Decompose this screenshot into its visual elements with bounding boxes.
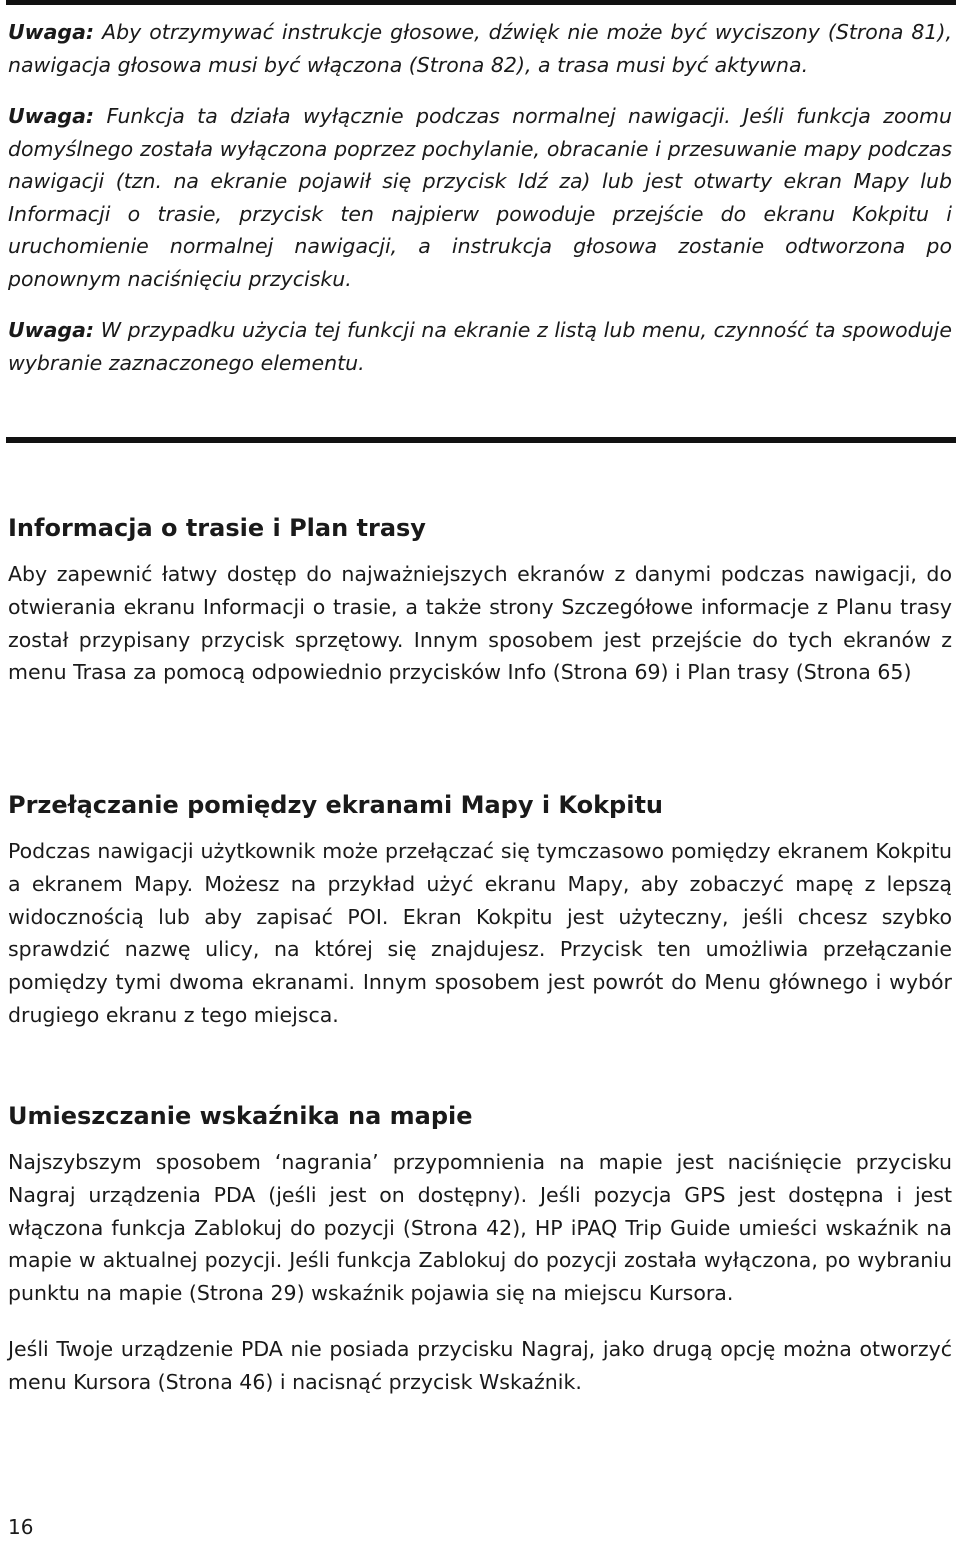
section-heading: Przełączanie pomiędzy ekranami Mapy i Kokpitu bbox=[8, 791, 664, 819]
section-heading: Informacja o trasie i Plan trasy bbox=[8, 514, 426, 542]
section-place-pin bbox=[8, 1101, 952, 1399]
notes-box bbox=[8, 16, 952, 398]
section-route-info bbox=[8, 513, 952, 689]
section-heading: Umieszczanie wskaźnika na mapie bbox=[8, 1102, 473, 1130]
section-paragraph: Najszybszym sposobem ‘nagrania’ przypomnienia na mapie jest naciśnięcie przycisku Nagraj urządzenia PDA (jeśli jest on dostępny). Jeśli pozycja GPS jest dostępna i jest włączona funkcja Zablokuj do pozycji (Strona 42), HP iPAQ Trip Guide umieści wskaźnik na mapie w aktualnej pozycji. Jeśli funkcja Zablokuj do pozycji została wyłączona, po wybraniu punktu na mapie (Strona 29) wskaźnik pojawia się na miejscu Kursora. bbox=[8, 1150, 952, 1306]
note-label: Uwaga: bbox=[8, 318, 95, 342]
note-text: W przypadku użycia tej funkcji na ekranie z listą lub menu, czynność ta spowoduje wybranie zaznaczonego elementu. bbox=[8, 318, 952, 375]
top-rule bbox=[6, 0, 956, 5]
section-switch-screens bbox=[8, 790, 952, 1032]
note bbox=[8, 100, 952, 295]
page-number: 16 bbox=[8, 1515, 34, 1539]
note-text: Aby otrzymywać instrukcje głosowe, dźwięk nie może być wyciszony (Strona 81), nawigacja głosowa musi być włączona (Strona 82), a trasa musi być aktywna. bbox=[8, 20, 952, 77]
section-paragraph: Jeśli Twoje urządzenie PDA nie posiada przycisku Nagraj, jako drugą opcję można otworzyć menu Kursora (Strona 46) i nacisnąć przycisk Wskaźnik. bbox=[8, 1336, 952, 1394]
note bbox=[8, 314, 952, 379]
note-label: Uwaga: bbox=[8, 104, 95, 128]
note-label: Uwaga: bbox=[8, 20, 95, 44]
note-text: Funkcja ta działa wyłącznie podczas normalnej nawigacji. Jeśli funkcja zoomu domyślnego została wyłączona poprzez pochylanie, obracanie i przesuwanie mapy podczas nawigacji (tzn. na ekranie pojawił się przycisk Idź za) lub jest otwarty ekran Mapy lub Informacji o trasie, przycisk ten najpierw powoduje przejście do ekranu Kokpitu i uruchomienie normalnej nawigacji, a instrukcja głosowa zostanie odtworzona po ponownym naciśnięciu przycisku. bbox=[8, 104, 952, 291]
note bbox=[8, 16, 952, 81]
section-paragraph: Aby zapewnić łatwy dostęp do najważniejszych ekranów z danymi podczas nawigacji, do otwierania ekranu Informacji o trasie, a także strony Szczegółowe informacje z Planu trasy został przypisany przycisk sprzętowy. Innym sposobem jest przejście do tych ekranów z menu Trasa za pomocą odpowiednio przycisków Info (Strona 69) i Plan trasy (Strona 65) bbox=[8, 562, 952, 685]
bottom-rule bbox=[6, 437, 956, 443]
section-paragraph: Podczas nawigacji użytkownik może przełączać się tymczasowo pomiędzy ekranem Kokpitu a ekranem Mapy. Możesz na przykład użyć ekranu Mapy, aby zobaczyć mapę z lepszą widocznością lub aby zapisać POI. Ekran Kokpitu jest użyteczny, jeśli chcesz szybko sprawdzić nazwę ulicy, na której się znajdujesz. Przycisk ten umożliwia przełączanie pomiędzy tymi dwoma ekranami. Innym sposobem jest powrót do Menu głównego i wybór drugiego ekranu z tego miejsca. bbox=[8, 839, 952, 1027]
